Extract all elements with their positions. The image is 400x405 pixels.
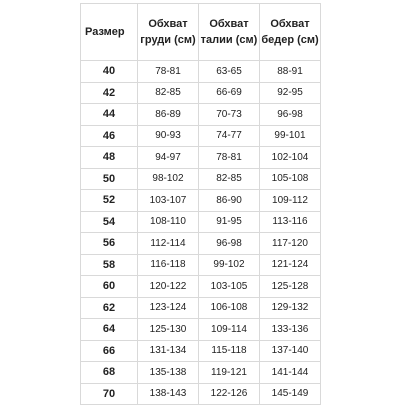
size-cell: 52 <box>81 190 138 212</box>
hips-cell: 105-108 <box>260 168 321 190</box>
size-cell: 66 <box>81 340 138 362</box>
size-cell: 58 <box>81 254 138 276</box>
hips-cell: 99-101 <box>260 125 321 147</box>
hips-cell: 137-140 <box>260 340 321 362</box>
waist-cell: 103-105 <box>199 276 260 298</box>
waist-cell: 115-118 <box>199 340 260 362</box>
chest-cell: 86-89 <box>138 104 199 126</box>
chest-cell: 116-118 <box>138 254 199 276</box>
size-cell: 44 <box>81 104 138 126</box>
hips-cell: 117-120 <box>260 233 321 255</box>
size-chart-container <box>80 3 320 405</box>
hips-cell: 113-116 <box>260 211 321 233</box>
chest-cell: 120-122 <box>138 276 199 298</box>
chest-cell: 125-130 <box>138 319 199 341</box>
table-row <box>81 362 321 384</box>
chest-cell: 108-110 <box>138 211 199 233</box>
hips-cell: 109-112 <box>260 190 321 212</box>
size-cell: 64 <box>81 319 138 341</box>
table-row <box>81 104 321 126</box>
hips-cell: 96-98 <box>260 104 321 126</box>
table-row <box>81 233 321 255</box>
table-row <box>81 168 321 190</box>
chest-cell: 90-93 <box>138 125 199 147</box>
waist-cell: 91-95 <box>199 211 260 233</box>
table-row <box>81 125 321 147</box>
table-body <box>81 61 321 405</box>
hips-cell: 141-144 <box>260 362 321 384</box>
waist-cell: 106-108 <box>199 297 260 319</box>
waist-cell: 119-121 <box>199 362 260 384</box>
waist-cell: 96-98 <box>199 233 260 255</box>
chest-cell: 135-138 <box>138 362 199 384</box>
chest-cell: 98-102 <box>138 168 199 190</box>
chest-cell: 123-124 <box>138 297 199 319</box>
hips-cell: 88-91 <box>260 61 321 83</box>
hips-cell: 129-132 <box>260 297 321 319</box>
hips-cell: 145-149 <box>260 383 321 405</box>
chest-cell: 78-81 <box>138 61 199 83</box>
chest-cell: 138-143 <box>138 383 199 405</box>
hips-cell: 121-124 <box>260 254 321 276</box>
size-cell: 54 <box>81 211 138 233</box>
table-row <box>81 383 321 405</box>
header-size: Размер <box>81 4 138 61</box>
waist-cell: 66-69 <box>199 82 260 104</box>
hips-cell: 102-104 <box>260 147 321 169</box>
table-row <box>81 147 321 169</box>
waist-cell: 63-65 <box>199 61 260 83</box>
hips-cell: 133-136 <box>260 319 321 341</box>
size-cell: 48 <box>81 147 138 169</box>
size-cell: 40 <box>81 61 138 83</box>
size-cell: 46 <box>81 125 138 147</box>
header-hips: Обхват бедер (см) <box>260 4 321 61</box>
size-cell: 50 <box>81 168 138 190</box>
chest-cell: 82-85 <box>138 82 199 104</box>
waist-cell: 70-73 <box>199 104 260 126</box>
waist-cell: 78-81 <box>199 147 260 169</box>
table-header <box>81 4 321 61</box>
chest-cell: 112-114 <box>138 233 199 255</box>
waist-cell: 86-90 <box>199 190 260 212</box>
hips-cell: 92-95 <box>260 82 321 104</box>
table-row <box>81 61 321 83</box>
chest-cell: 103-107 <box>138 190 199 212</box>
waist-cell: 82-85 <box>199 168 260 190</box>
chest-cell: 94-97 <box>138 147 199 169</box>
size-cell: 56 <box>81 233 138 255</box>
table-row <box>81 190 321 212</box>
size-cell: 68 <box>81 362 138 384</box>
chest-cell: 131-134 <box>138 340 199 362</box>
waist-cell: 99-102 <box>199 254 260 276</box>
header-chest: Обхват груди (см) <box>138 4 199 61</box>
hips-cell: 125-128 <box>260 276 321 298</box>
table-row <box>81 319 321 341</box>
size-chart-table <box>80 3 321 405</box>
table-row <box>81 276 321 298</box>
header-waist: Обхват талии (см) <box>199 4 260 61</box>
table-row <box>81 340 321 362</box>
table-row <box>81 82 321 104</box>
size-cell: 70 <box>81 383 138 405</box>
waist-cell: 122-126 <box>199 383 260 405</box>
table-row <box>81 211 321 233</box>
table-row <box>81 297 321 319</box>
waist-cell: 109-114 <box>199 319 260 341</box>
waist-cell: 74-77 <box>199 125 260 147</box>
size-cell: 60 <box>81 276 138 298</box>
size-cell: 42 <box>81 82 138 104</box>
size-cell: 62 <box>81 297 138 319</box>
table-row <box>81 254 321 276</box>
header-row <box>81 4 321 61</box>
